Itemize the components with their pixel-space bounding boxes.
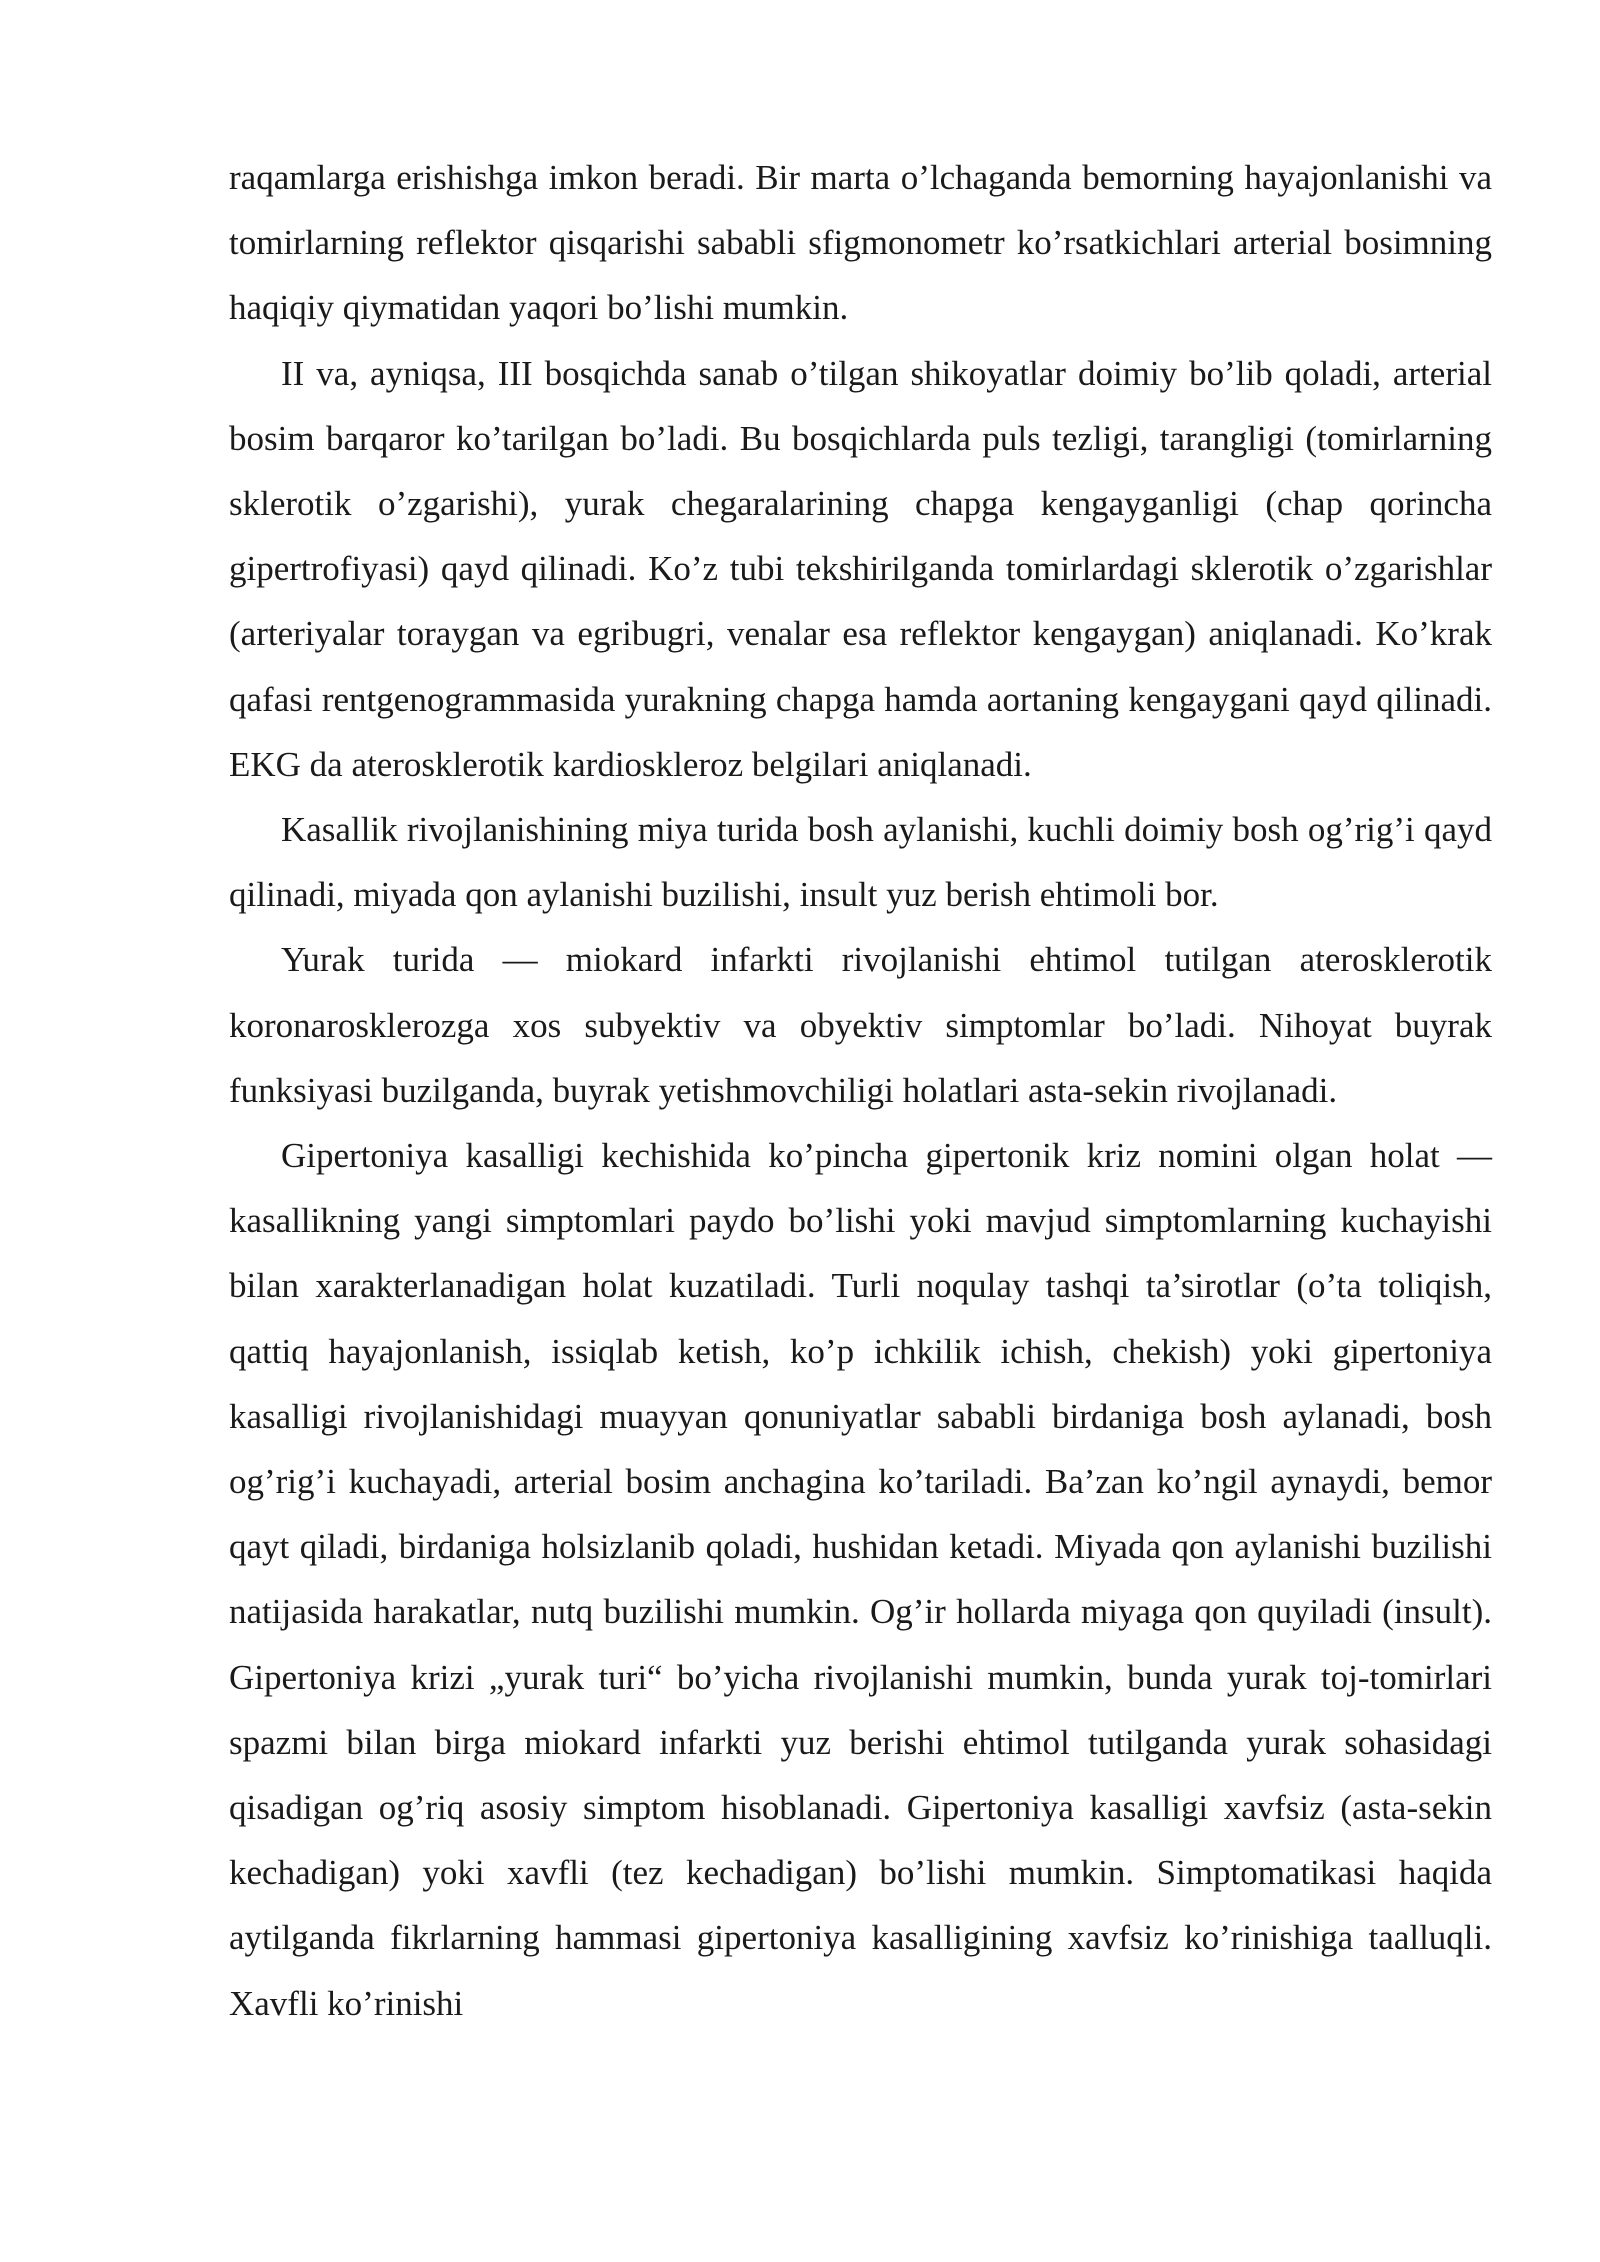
paragraph-continuation: raqamlarga erishishga imkon beradi. Bir marta o’lchaganda bemorning hayajonlanishi va tomirlarning reflektor qisqarishi sababli sfigmonometr ko’rsatkichlari arterial bosimning haqiqiy qiymatidan yaqori bo’lishi mumkin. <box>229 158 1492 328</box>
document-page <box>229 145 1492 2036</box>
paragraph-heart-type: Yurak turida — miokard infarkti rivojlanishi ehtimol tutilgan aterosklerotik koronarosklerozga xos subyektiv va obyektiv simptomlar bo’ladi. Nihoyat buyrak funksiyasi buzilganda, buyrak yetishmovchiligi holatlari asta-sekin rivojlanadi. <box>229 940 1492 1110</box>
paragraph-brain-type: Kasallik rivojlanishining miya turida bosh aylanishi, kuchli doimiy bosh og’rig’i qayd qilinadi, miyada qon aylanishi buzilishi, insult yuz berish ehtimoli bor. <box>229 810 1492 915</box>
paragraph-stages: II va, ayniqsa, III bosqichda sanab o’tilgan shikoyatlar doimiy bo’lib qoladi, arterial bosim barqaror ko’tarilgan bo’ladi. Bu bosqichlarda puls tezligi, tarangligi (tomirlarning sklerotik o’zgarishi), yurak chegaralarining chapga kengayganligi (chap qorincha gipertrofiyasi) qayd qilinadi. Ko’z tubi tekshirilganda tomirlardagi sklerotik o’zgarishlar (arteriyalar toraygan va egribugri, venalar esa reflektor kengaygan) aniqlanadi. Ko’krak qafasi rentgenogrammasida yurakning chapga hamda aortaning kengaygani qayd qilinadi. EKG da aterosklerotik kardioskleroz belgilari aniqlanadi. <box>229 353 1492 784</box>
paragraph-hypertensive-crisis: Gipertoniya kasalligi kechishida ko’pincha gipertonik kriz nomini olgan holat — kasallikning yangi simptomlari paydo bo’lishi yoki mavjud simptomlarning kuchayishi bilan xarakterlanadigan holat kuzatiladi. Turli noqulay tashqi ta’sirotlar (o’ta toliqish, qattiq hayajonlanish, issiqlab ketish, ko’p ichkilik ichish, chekish) yoki gipertoniya kasalligi rivojlanishidagi muayyan qonuniyatlar sababli birdaniga bosh aylanadi, bosh og’rig’i kuchayadi, arterial bosim anchagina ko’tariladi. Ba’zan ko’ngil aynaydi, bemor qayt qiladi, birdaniga holsizlanib qoladi, hushidan ketadi. Miyada qon aylanishi buzilishi natijasida harakatlar, nutq buzilishi mumkin. Og’ir hollarda miyaga qon quyiladi (insult). Gipertoniya krizi „yurak turi“ bo’yicha rivojlanishi mumkin, bunda yurak toj-tomirlari spazmi bilan birga miokard infarkti yuz berishi ehtimol tutilganda yurak sohasidagi qisadigan og’riq asosiy simptom hisoblanadi. Gipertoniya kasalligi xavfsiz (asta-sekin kechadigan) yoki xavfli (tez kechadigan) bo’lishi mumkin. Simptomatikasi haqida aytilganda fikrlarning hammasi gipertoniya kasalligining xavfsiz ko’rinishiga taalluqli. Xavfli ko’rinishi <box>229 1136 1492 2023</box>
